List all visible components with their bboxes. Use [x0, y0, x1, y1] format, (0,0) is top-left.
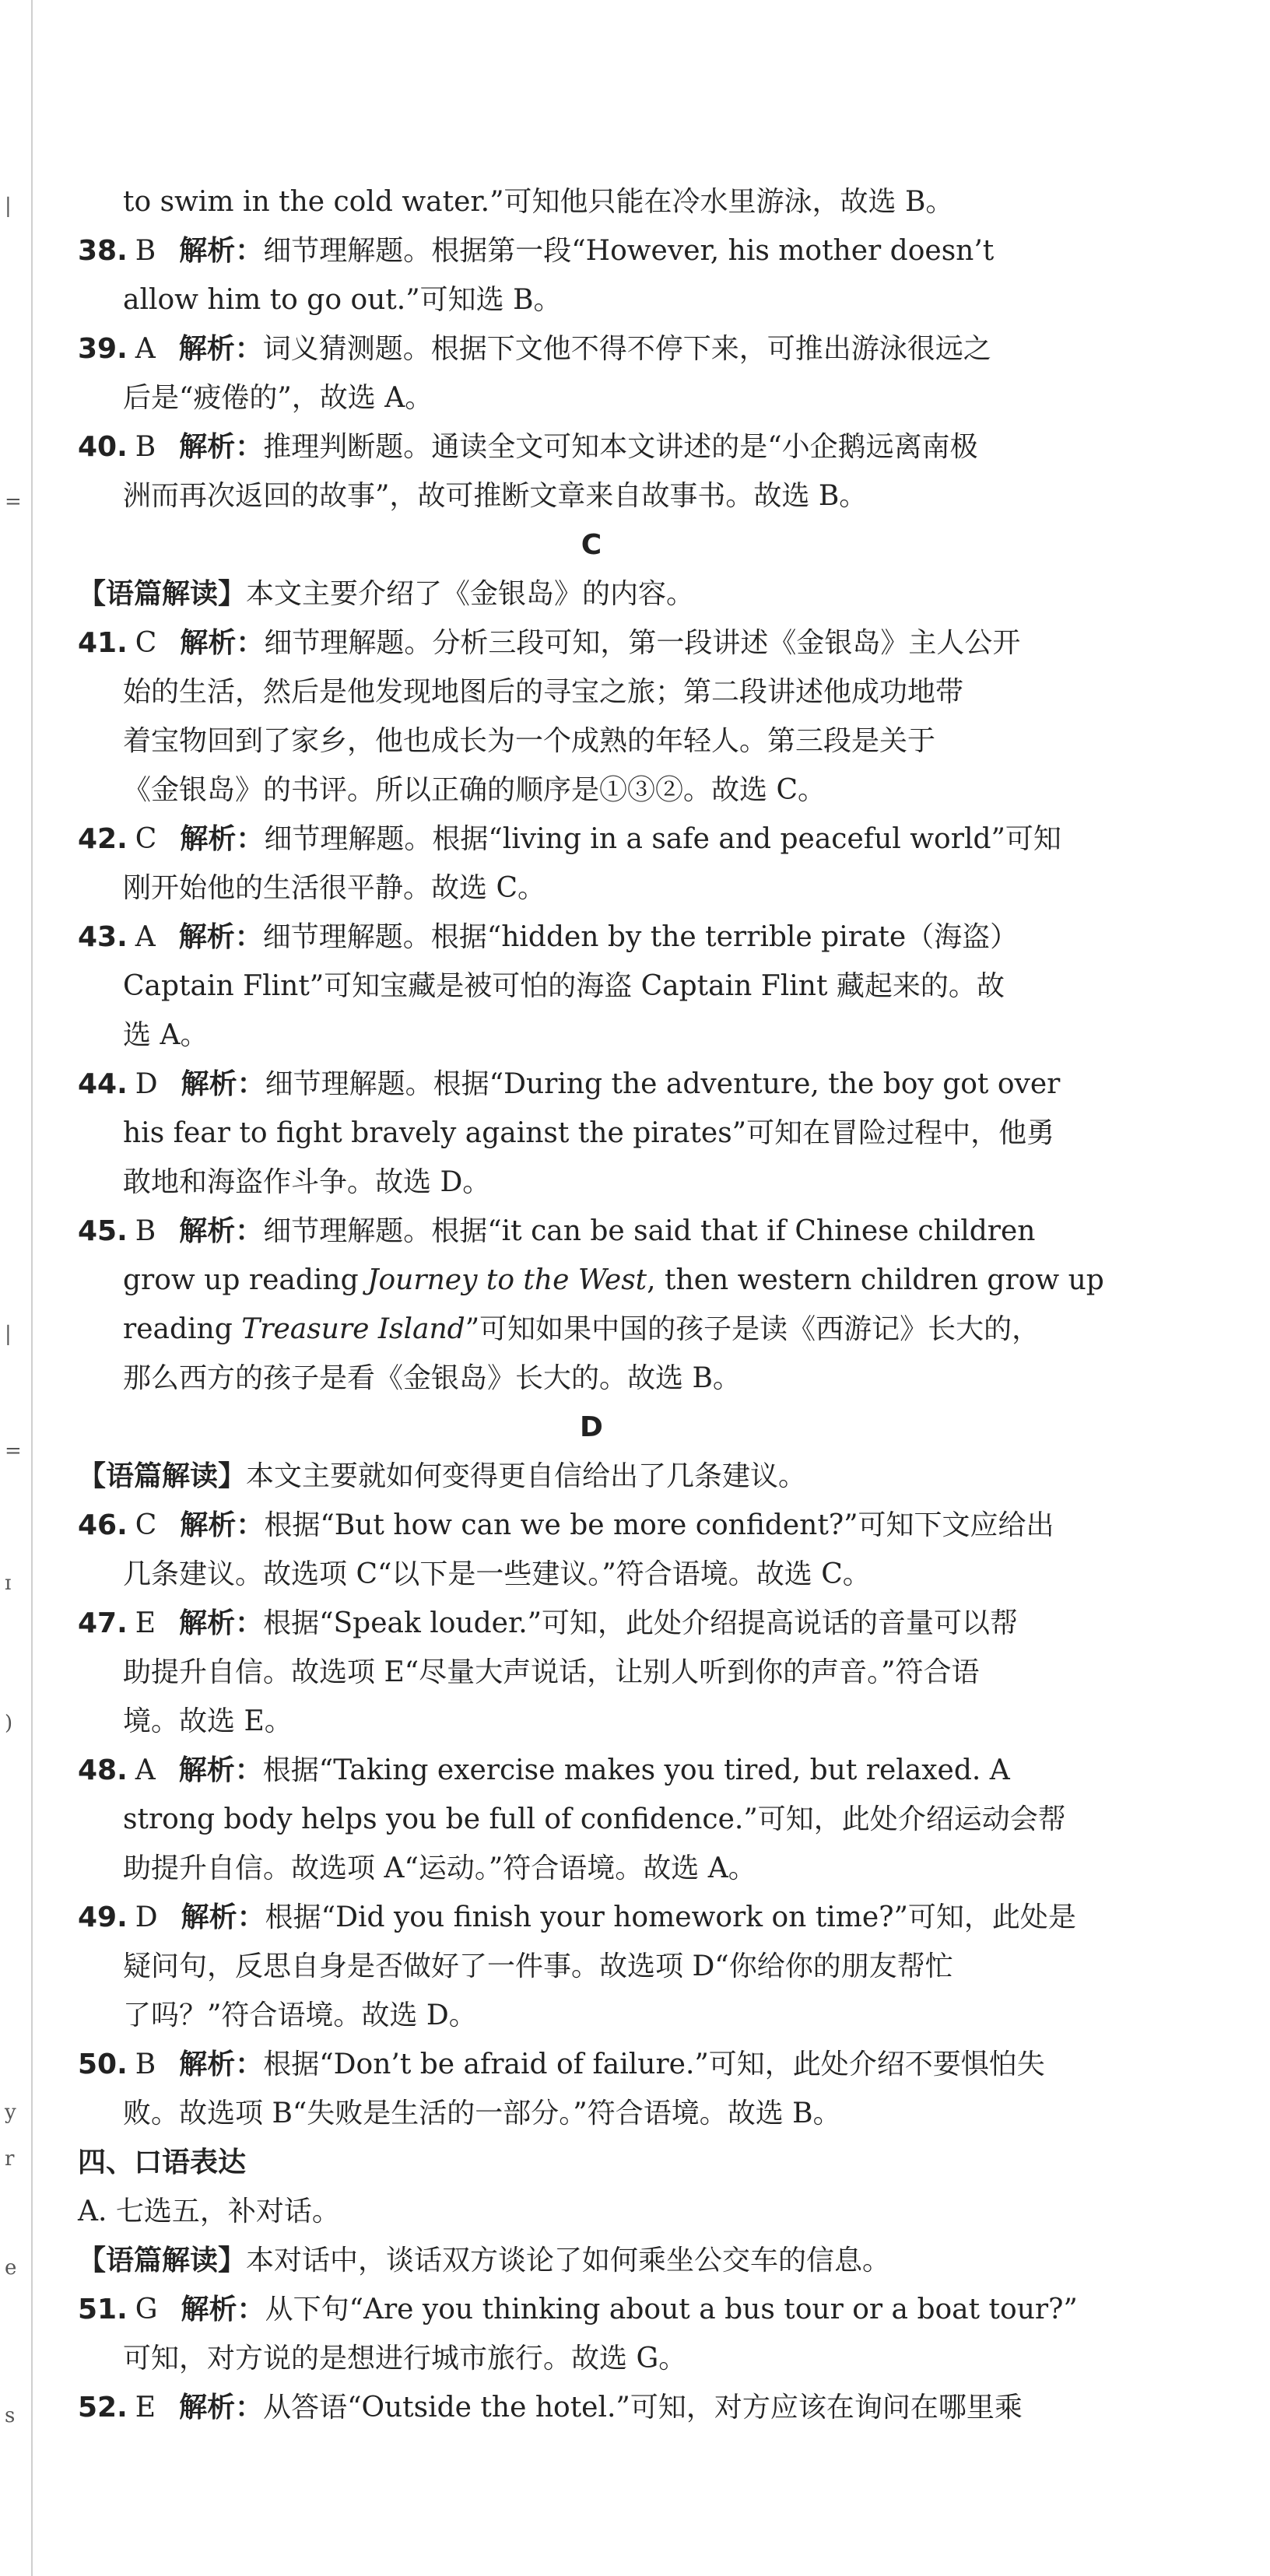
- explanation-text: 推理判断题。通读全文可知本文讲述的是“小企鹅远离南极: [263, 431, 978, 463]
- answer-letter: C: [135, 823, 157, 855]
- answer-letter: B: [135, 431, 156, 463]
- question-number: 43.: [78, 921, 128, 953]
- explanation-text: 从答语“Outside the hotel.”可知，对方应该在询问在哪里乘: [263, 2392, 1023, 2424]
- answer-item-44: [78, 1060, 1105, 1109]
- answer-letter: G: [135, 2294, 158, 2325]
- answer-item-42: [78, 815, 1105, 864]
- analysis-label: 解析：: [178, 333, 263, 365]
- answer-item-38: [78, 226, 1105, 275]
- edge-mark: y: [5, 2101, 16, 2124]
- answer-item-39: [78, 324, 1105, 373]
- text-line: 了吗？”符合语境。故选 D。: [123, 1999, 477, 2031]
- answer-item-49: [78, 1893, 1105, 1942]
- answer-item-52: [78, 2383, 1105, 2432]
- analysis-label: 解析：: [181, 1068, 265, 1100]
- question-number: 41.: [78, 627, 128, 659]
- explanation-text: 根据“Don’t be afraid of failure.”可知，此处介绍不要惧怕失: [263, 2049, 1045, 2080]
- binding-edge: [0, 0, 33, 2576]
- analysis-label: 解析：: [178, 921, 263, 953]
- analysis-label: 解析：: [181, 1901, 265, 1933]
- answer-item-43: [78, 913, 1105, 962]
- passage-summary-text: 本文主要就如何变得更自信给出了几条建议。: [246, 1460, 807, 1492]
- answer-letter: A: [135, 921, 156, 953]
- text-line: 境。故选 E。: [123, 1705, 293, 1737]
- text-line: 可知，对方说的是想进行城市旅行。故选 G。: [123, 2343, 687, 2374]
- text-line: 助提升自信。故选项 E“尽量大声说话，让别人听到你的声音。”符合语: [123, 1656, 980, 1688]
- answer-letter: A: [135, 1754, 156, 1786]
- text-line: 选 A。: [123, 1019, 209, 1051]
- answer-item-41: [78, 619, 1105, 668]
- analysis-label: 解析：: [181, 2294, 265, 2325]
- explanation-text: 根据“Taking exercise makes you tired, but relaxed. A: [262, 1754, 1010, 1786]
- text-line: 疑问句，反思自身是否做好了一件事。故选项 D“你给你的朋友帮忙: [123, 1950, 953, 1982]
- analysis-label: 解析：: [180, 627, 265, 659]
- question-number: 51.: [78, 2294, 128, 2325]
- analysis-label: 解析：: [179, 431, 264, 463]
- edge-mark: |: [5, 1323, 12, 1346]
- analysis-label: 解析：: [179, 1215, 264, 1247]
- text-line: 敢地和海盗作斗争。故选 D。: [123, 1166, 491, 1198]
- text-fragment: ”可知如果中国的孩子是读《西游记》长大的，: [465, 1313, 1040, 1345]
- text-line: 那么西方的孩子是看《金银岛》长大的。故选 B。: [123, 1362, 741, 1394]
- question-number: 40.: [78, 431, 128, 463]
- answer-item-45: [78, 1207, 1105, 1256]
- analysis-label: 解析：: [179, 2049, 264, 2080]
- question-number: 38.: [78, 235, 128, 267]
- answer-item-47: [78, 1599, 1105, 1648]
- passage-summary-text: 本对话中，谈话双方谈论了如何乘坐公交车的信息。: [246, 2245, 891, 2276]
- answer-item-50: [78, 2040, 1105, 2089]
- passage-summary-label: 【语篇解读】: [78, 1460, 247, 1492]
- edge-mark: =: [5, 490, 22, 513]
- answer-item-51: [78, 2285, 1105, 2334]
- text-line: 洲而再次返回的故事”，故可推断文章来自故事书。故选 B。: [123, 480, 868, 512]
- explanation-text: 细节理解题。分析三段可知，第一段讲述《金银岛》主人公开: [264, 627, 1021, 659]
- passage-summary: [78, 2236, 1105, 2285]
- question-number: 48.: [78, 1754, 128, 1786]
- question-number: 42.: [78, 823, 128, 855]
- question-number: 45.: [78, 1215, 128, 1247]
- text-line: 着宝物回到了家乡，他也成长为一个成熟的年轻人。第三段是关于: [123, 725, 936, 757]
- passage-summary: [78, 1452, 1105, 1501]
- edge-mark: s: [5, 2404, 16, 2427]
- answer-letter: D: [135, 1901, 158, 1933]
- text-fragment: grow up reading: [123, 1264, 368, 1296]
- passage-summary-text: 本文主要介绍了《金银岛》的内容。: [246, 578, 695, 610]
- text-line: 几条建议。故选项 C“以下是一些建议。”符合语境。故选 C。: [123, 1558, 871, 1590]
- answer-letter: B: [135, 1215, 156, 1247]
- explanation-text: 从下句“Are you thinking about a bus tour or a boat tour?”: [265, 2294, 1078, 2325]
- answer-letter: B: [135, 235, 156, 267]
- section-heading-c: C: [581, 529, 602, 561]
- answer-letter: C: [135, 1509, 157, 1541]
- subsection-heading: A. 七选五，补对话。: [78, 2196, 340, 2227]
- edge-mark: ): [5, 1712, 13, 1735]
- answer-letter: E: [135, 2392, 156, 2424]
- text-line: 败。故选项 B“失败是生活的一部分。”符合语境。故选 B。: [123, 2098, 841, 2129]
- text-line: 《金银岛》的书评。所以正确的顺序是①③②。故选 C。: [123, 774, 826, 806]
- answer-letter: D: [135, 1068, 158, 1100]
- edge-mark: =: [5, 1439, 22, 1463]
- text-line: [78, 1305, 1105, 1354]
- passage-summary-label: 【语篇解读】: [78, 578, 247, 610]
- text-line: 刚开始他的生活很平静。故选 C。: [123, 872, 546, 904]
- text-fragment: , then western children grow up: [647, 1264, 1104, 1296]
- section-heading-oral: 四、口语表达: [78, 2147, 247, 2178]
- text-line: Captain Flint”可知宝藏是被可怕的海盗 Captain Flint 藏起来的。故: [123, 970, 1005, 1002]
- edge-mark: e: [5, 2256, 17, 2280]
- explanation-text: 根据“But how can we be more confident?”可知下文应给出: [264, 1509, 1054, 1541]
- book-title: Journey to the West: [367, 1264, 647, 1296]
- analysis-label: 解析：: [180, 823, 265, 855]
- text-line: strong body helps you be full of confidence.”可知，此处介绍运动会帮: [123, 1803, 1066, 1835]
- passage-summary-label: 【语篇解读】: [78, 2245, 247, 2276]
- analysis-label: 解析：: [178, 1754, 263, 1786]
- answer-letter: A: [135, 333, 156, 365]
- question-number: 50.: [78, 2049, 128, 2080]
- text-line: allow him to go out.”可知选 B。: [123, 284, 562, 316]
- question-number: 39.: [78, 333, 128, 365]
- text-line: [78, 1256, 1105, 1305]
- analysis-label: 解析：: [179, 235, 264, 267]
- text-line: 助提升自信。故选项 A“运动。”符合语境。故选 A。: [123, 1852, 756, 1884]
- explanation-text: 根据“Did you finish your homework on time?”可知，此处是: [265, 1901, 1076, 1933]
- text-line: 后是“疲倦的”，故选 A。: [123, 382, 433, 414]
- explanation-text: 细节理解题。根据“living in a safe and peaceful world”可知: [264, 823, 1061, 855]
- analysis-label: 解析：: [180, 1509, 265, 1541]
- answer-letter: C: [135, 627, 157, 659]
- analysis-label: 解析：: [179, 2392, 264, 2424]
- answer-letter: B: [135, 2049, 156, 2080]
- explanation-text: 根据“Speak louder.”可知，此处介绍提高说话的音量可以帮: [263, 1607, 1019, 1639]
- text-line: his fear to fight bravely against the pirates”可知在冒险过程中，他勇: [123, 1117, 1055, 1149]
- edge-mark: ɪ: [5, 1572, 12, 1595]
- explanation-text: 细节理解题。根据第一段“However, his mother doesn’t: [263, 235, 995, 267]
- text-line: to swim in the cold water.”可知他只能在冷水里游泳，故选 B。: [123, 186, 954, 218]
- explanation-text: 细节理解题。根据“During the adventure, the boy got over: [265, 1068, 1061, 1100]
- section-heading-d: D: [580, 1411, 603, 1443]
- question-number: 47.: [78, 1607, 128, 1639]
- question-number: 46.: [78, 1509, 128, 1541]
- passage-summary: [78, 570, 1105, 619]
- answer-item-48: [78, 1746, 1105, 1795]
- explanation-text: 词义猜测题。根据下文他不得不停下来，可推出游泳很远之: [262, 333, 991, 365]
- text-fragment: reading: [123, 1313, 242, 1345]
- text-line: 始的生活，然后是他发现地图后的寻宝之旅；第二段讲述他成功地带: [123, 676, 964, 708]
- book-title: Treasure Island: [241, 1313, 465, 1345]
- question-number: 52.: [78, 2392, 128, 2424]
- analysis-label: 解析：: [179, 1607, 264, 1639]
- edge-mark: |: [5, 195, 12, 218]
- answer-item-46: [78, 1501, 1105, 1550]
- answer-key-page: [78, 177, 1105, 2432]
- edge-mark: r: [5, 2147, 15, 2171]
- question-number: 49.: [78, 1901, 128, 1933]
- answer-item-40: [78, 422, 1105, 471]
- explanation-text: 细节理解题。根据“hidden by the terrible pirate（海盗）: [262, 921, 1019, 953]
- answer-letter: E: [135, 1607, 156, 1639]
- question-number: 44.: [78, 1068, 128, 1100]
- explanation-text: 细节理解题。根据“it can be said that if Chinese children: [263, 1215, 1036, 1247]
